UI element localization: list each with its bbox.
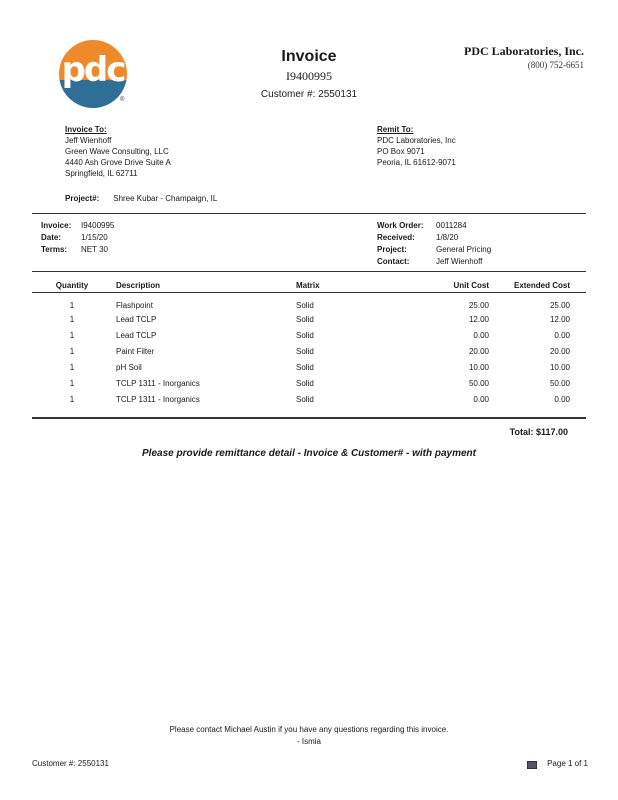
invoice-number: I9400995: [286, 69, 332, 83]
address-line: Peoria, IL 61612-9071: [377, 158, 456, 167]
info-label: Work Order:: [377, 221, 424, 230]
table-row: [32, 375, 586, 391]
info-label: Invoice:: [41, 221, 72, 230]
cell-matrix: Solid: [296, 300, 314, 310]
cell-matrix: Solid: [296, 314, 314, 324]
cell-desc: Lead TCLP: [116, 314, 157, 324]
cell-ext: 20.00: [549, 346, 570, 356]
divider: [32, 271, 586, 272]
info-label: Received:: [377, 233, 415, 242]
info-value: I9400995: [81, 221, 115, 230]
divider: [32, 213, 586, 214]
cell-matrix: Solid: [296, 378, 314, 388]
col-unit-cost: Unit Cost: [453, 280, 489, 290]
invoice-total: Total: $117.00: [509, 427, 568, 437]
info-value: 1/8/20: [436, 233, 459, 242]
info-label: Date:: [41, 233, 62, 242]
table-row: [32, 343, 586, 359]
remittance-note: Please provide remittance detail - Invoice & Customer# - with payment: [142, 448, 476, 459]
cell-qty: 1: [69, 300, 75, 310]
info-value: NET 30: [81, 245, 108, 254]
cell-desc: Lead TCLP: [116, 330, 157, 340]
col-description: Description: [116, 280, 161, 290]
page-indicator: Page 1 of 1: [547, 759, 588, 768]
table-row: [32, 391, 586, 407]
address-line: PDC Laboratories, Inc: [377, 136, 456, 145]
customer-number: Customer #: 2550131: [260, 89, 358, 100]
invoice-info: [41, 220, 114, 256]
project-line: [65, 194, 217, 203]
cell-ext: 12.00: [549, 314, 570, 324]
address-line: PO Box 9071: [377, 147, 425, 156]
cell-ext: 0.00: [554, 394, 570, 404]
table-row: [32, 327, 586, 343]
cell-matrix: Solid: [296, 330, 314, 340]
cell-desc: TCLP 1311 - Inorganics: [116, 394, 200, 404]
address-line: Springfield, IL 62711: [65, 169, 138, 178]
invoice-to-label: Invoice To:: [65, 125, 107, 134]
cell-ext: 0.00: [554, 330, 570, 340]
work-order-info: [377, 220, 491, 268]
col-matrix: Matrix: [296, 280, 320, 290]
printer-icon: [527, 761, 537, 769]
col-extended-cost: Extended Cost: [513, 280, 570, 290]
cell-matrix: Solid: [296, 362, 314, 372]
remit-to-block: [377, 124, 456, 168]
company-phone: (800) 752-6651: [527, 60, 584, 70]
divider: [32, 417, 586, 419]
cell-qty: 1: [69, 314, 75, 324]
footer-customer-number: Customer #: 2550131: [32, 759, 109, 768]
address-line: Jeff Wienhoff: [65, 136, 112, 145]
cell-unit: 50.00: [468, 378, 489, 388]
info-label: Terms:: [41, 245, 68, 254]
signature: - Ismia: [297, 737, 321, 746]
address-line: 4440 Ash Grove Drive Suite A: [65, 158, 171, 167]
table-row: [32, 311, 586, 327]
contact-note: Please contact Michael Austin if you have any questions regarding this invoice.: [169, 725, 449, 734]
remit-to-label: Remit To:: [377, 125, 414, 134]
line-items-table: [32, 278, 586, 407]
cell-qty: 1: [69, 346, 75, 356]
cell-ext: 10.00: [549, 362, 570, 372]
invoice-to-block: [65, 124, 171, 179]
project-value: Shree Kubar - Champaign, IL: [113, 194, 218, 203]
info-value: General Pricing: [436, 245, 492, 254]
logo-text: pdc: [61, 50, 125, 90]
col-quantity: Quantity: [55, 280, 89, 290]
address-line: Green Wave Consulting, LLC: [65, 147, 169, 156]
info-value: 0011284: [436, 221, 467, 230]
cell-unit: 0.00: [473, 330, 489, 340]
company-name: PDC Laboratories, Inc.: [464, 44, 584, 58]
cell-unit: 10.00: [468, 362, 489, 372]
cell-desc: pH Soil: [116, 362, 142, 372]
table-row: [32, 293, 586, 312]
cell-qty: 1: [69, 394, 75, 404]
cell-ext: 25.00: [549, 300, 570, 310]
cell-qty: 1: [69, 362, 75, 372]
table-header-row: [32, 278, 586, 293]
cell-unit: 12.00: [468, 314, 489, 324]
info-value: 1/15/20: [81, 233, 108, 242]
cell-unit: 20.00: [468, 346, 489, 356]
document-title: Invoice: [281, 48, 337, 65]
cell-desc: Paint Filter: [116, 346, 155, 356]
table-row: [32, 359, 586, 375]
info-label: Contact:: [377, 257, 410, 266]
registered-mark: ®: [120, 97, 125, 103]
cell-matrix: Solid: [296, 346, 314, 356]
cell-qty: 1: [69, 330, 75, 340]
cell-desc: Flashpoint: [116, 300, 153, 310]
cell-unit: 25.00: [468, 300, 489, 310]
cell-desc: TCLP 1311 - Inorganics: [116, 378, 200, 388]
cell-qty: 1: [69, 378, 75, 388]
project-label: Project#:: [65, 194, 100, 203]
cell-unit: 0.00: [473, 394, 489, 404]
cell-matrix: Solid: [296, 394, 314, 404]
cell-ext: 50.00: [549, 378, 570, 388]
info-value: Jeff Wienhoff: [436, 257, 483, 266]
info-label: Project:: [377, 245, 407, 254]
